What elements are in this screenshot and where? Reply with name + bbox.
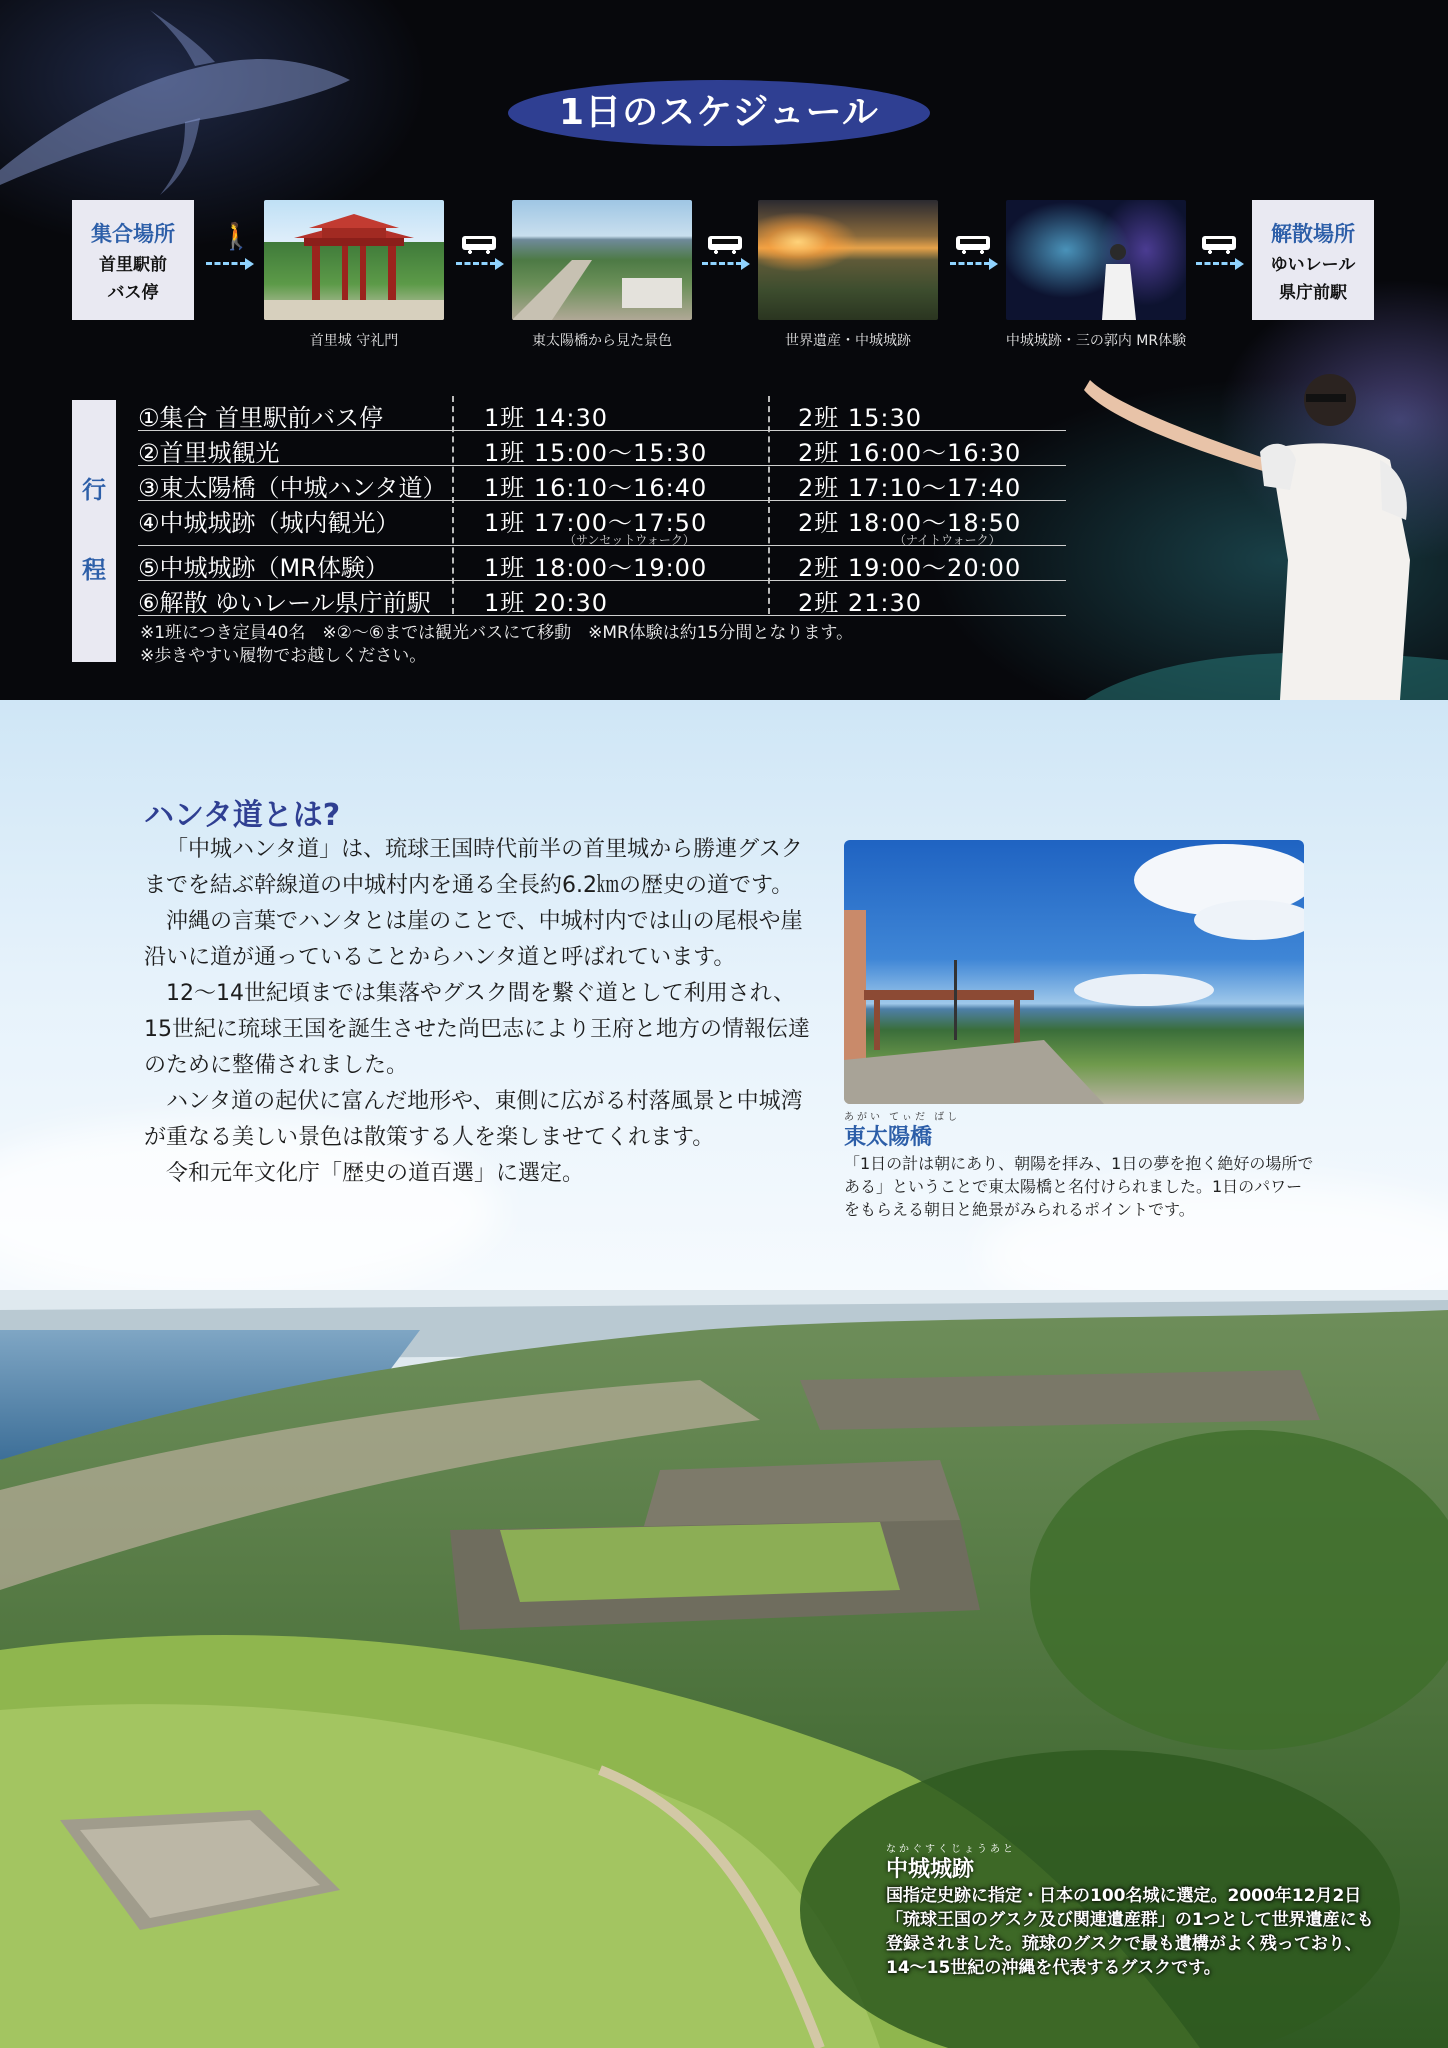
note-line: ※1班につき定員40名 ※②〜⑥までは観光バスにて移動 ※MR体験は約15分間となります。: [140, 623, 854, 643]
arrow-icon: [950, 262, 990, 265]
table-row: [138, 546, 1066, 581]
group2-note: （ナイトウォーク）: [894, 533, 1001, 547]
group2-time: 2班 18:00〜18:50: [798, 509, 1022, 537]
gate-illustration: [264, 200, 444, 320]
dismissal-place-line2: 県庁前駅: [1279, 283, 1347, 303]
bus-icon: [462, 236, 496, 250]
meeting-place-box: [72, 200, 194, 320]
arrow-icon: [206, 262, 246, 265]
bus-icon: [1202, 236, 1236, 250]
schedule-title: 1日のスケジュール: [508, 80, 930, 146]
meeting-place-line2: バス停: [107, 283, 159, 303]
castle-description: 国指定史跡に指定・日本の100名城に選定。2000年12月2日「琉球王国のグスク及び関連遺産群」の1つとして世界遺産にも登録されました。琉球のグスクで最も遺構がよく残っており、14〜15世紀の沖縄を代表するグスクです。: [886, 1886, 1374, 1978]
group1-time: 1班 18:00〜19:00: [484, 554, 708, 582]
hanta-title: ハンタ道とは?: [144, 798, 341, 833]
note-line: ※歩きやすい履物でお越しください。: [140, 646, 427, 666]
agaritida-title: 東太陽橋: [844, 1125, 933, 1150]
shureimon-photo: [264, 200, 444, 320]
group1-time: 1班 20:30: [484, 589, 609, 617]
bus-connector: [1196, 220, 1242, 280]
bus-icon: [956, 236, 990, 250]
hanta-description: [144, 832, 812, 1192]
table-row: [138, 581, 1066, 616]
bus-connector: [950, 220, 996, 280]
arrow-icon: [456, 262, 496, 265]
group1-note: （サンセットウォーク）: [564, 533, 695, 547]
dismissal-place-line1: ゆいレール: [1270, 255, 1356, 275]
group1-time: 1班 16:10〜16:40: [484, 474, 708, 502]
paragraph: 令和元年文化庁「歴史の道百選」に選定。: [166, 1161, 585, 1186]
photo-caption: 首里城 守礼門: [309, 333, 399, 349]
schedule-notes: [140, 622, 853, 668]
arrow-icon: [1196, 262, 1236, 265]
itinerary-label-char: 行: [82, 476, 106, 504]
itinerary-item: ⑤中城城跡（MR体験）: [138, 554, 389, 582]
agaritida-view-photo: [512, 200, 692, 320]
bus-connector: [702, 220, 748, 280]
itinerary-table: [138, 396, 1066, 616]
itinerary-label-char: 程: [82, 556, 106, 584]
table-row: [138, 431, 1066, 466]
meeting-place-line1: 首里駅前: [99, 255, 167, 275]
group2-time: 2班 15:30: [798, 404, 923, 432]
agaritida-bridge-photo: [844, 840, 1304, 1104]
table-row: [138, 466, 1066, 501]
road-illustration: [512, 200, 692, 320]
photo-caption: 世界遺産・中城城跡: [785, 333, 911, 349]
itinerary-item: ③東太陽橋（中城ハンタ道）: [138, 474, 447, 502]
paragraph: 沖縄の言葉でハンタとは崖のことで、中城村内では山の尾根や崖沿いに道が通っていることからハンタ道と呼ばれています。: [144, 909, 803, 970]
itinerary-item: ②首里城観光: [138, 439, 280, 467]
dismissal-place-heading: 解散場所: [1271, 222, 1355, 246]
group1-time: 1班 14:30: [484, 404, 609, 432]
group2-time: 2班 16:00〜16:30: [798, 439, 1022, 467]
castle-ruby: なかぐすくじょうあと: [886, 1844, 1016, 1855]
castle-title: 中城城跡: [886, 1857, 975, 1882]
photo-caption: 中城城跡・三の郭内 MR体験: [1005, 333, 1187, 349]
group1-time: 1班 15:00〜15:30: [484, 439, 708, 467]
paragraph: ハンタ道の起伏に富んだ地形や、東側に広がる村落風景と中城湾が重なる美しい景色は散策する人を楽しませてくれます。: [144, 1089, 803, 1150]
table-row: [138, 501, 1066, 546]
group1-time: 1班 17:00〜17:50: [484, 509, 708, 537]
bridge-scene-illustration: [844, 840, 1304, 1104]
table-row: [138, 396, 1066, 431]
walking-person-icon: 🚶: [220, 222, 253, 252]
meeting-place-heading: 集合場所: [91, 222, 175, 246]
mr-experience-photo: [1006, 200, 1186, 320]
itinerary-item: ①集合 首里駅前バス停: [138, 404, 384, 432]
itinerary-label: [72, 400, 116, 662]
photo-caption: 東太陽橋から見た景色: [532, 333, 672, 349]
bus-icon: [708, 236, 742, 250]
group2-time: 2班 17:10〜17:40: [798, 474, 1022, 502]
group2-time: 2班 21:30: [798, 589, 923, 617]
paragraph: 「中城ハンタ道」は、琉球王国時代前半の首里城から勝連グスクまでを結ぶ幹線道の中城村内を通る全長約6.2㎞の歴史の道です。: [144, 837, 803, 898]
agaritida-ruby: あがい てぃだ ばし: [844, 1112, 961, 1123]
whale-illustration: [0, 0, 360, 200]
woman-mr-illustration: [1060, 360, 1448, 720]
itinerary-item: ⑥解散 ゆいレール県庁前駅: [138, 589, 431, 617]
bus-connector: [456, 220, 502, 280]
paragraph: 12〜14世紀頃までは集落やグスク間を繋ぐ道として利用され、15世紀に琉球王国を誕生させた尚巴志により王府と地方の情報伝達のために整備されました。: [144, 981, 810, 1078]
walk-connector: [206, 220, 252, 280]
itinerary-item: ④中城城跡（城内観光）: [138, 509, 400, 537]
person-illustration: [1006, 200, 1186, 320]
agaritida-description: 「1日の計は朝にあり、朝陽を拝み、1日の夢を抱く絶好の場所である」ということで東太陽橋と名付けられました。1日のパワーをもらえる朝日と絶景がみられるポイントです。: [844, 1154, 1314, 1219]
group2-time: 2班 19:00〜20:00: [798, 554, 1022, 582]
schedule-section: [0, 0, 1448, 760]
arrow-icon: [702, 262, 742, 265]
nakagusuku-castle-photo: [758, 200, 938, 320]
dismissal-place-box: [1252, 200, 1374, 320]
